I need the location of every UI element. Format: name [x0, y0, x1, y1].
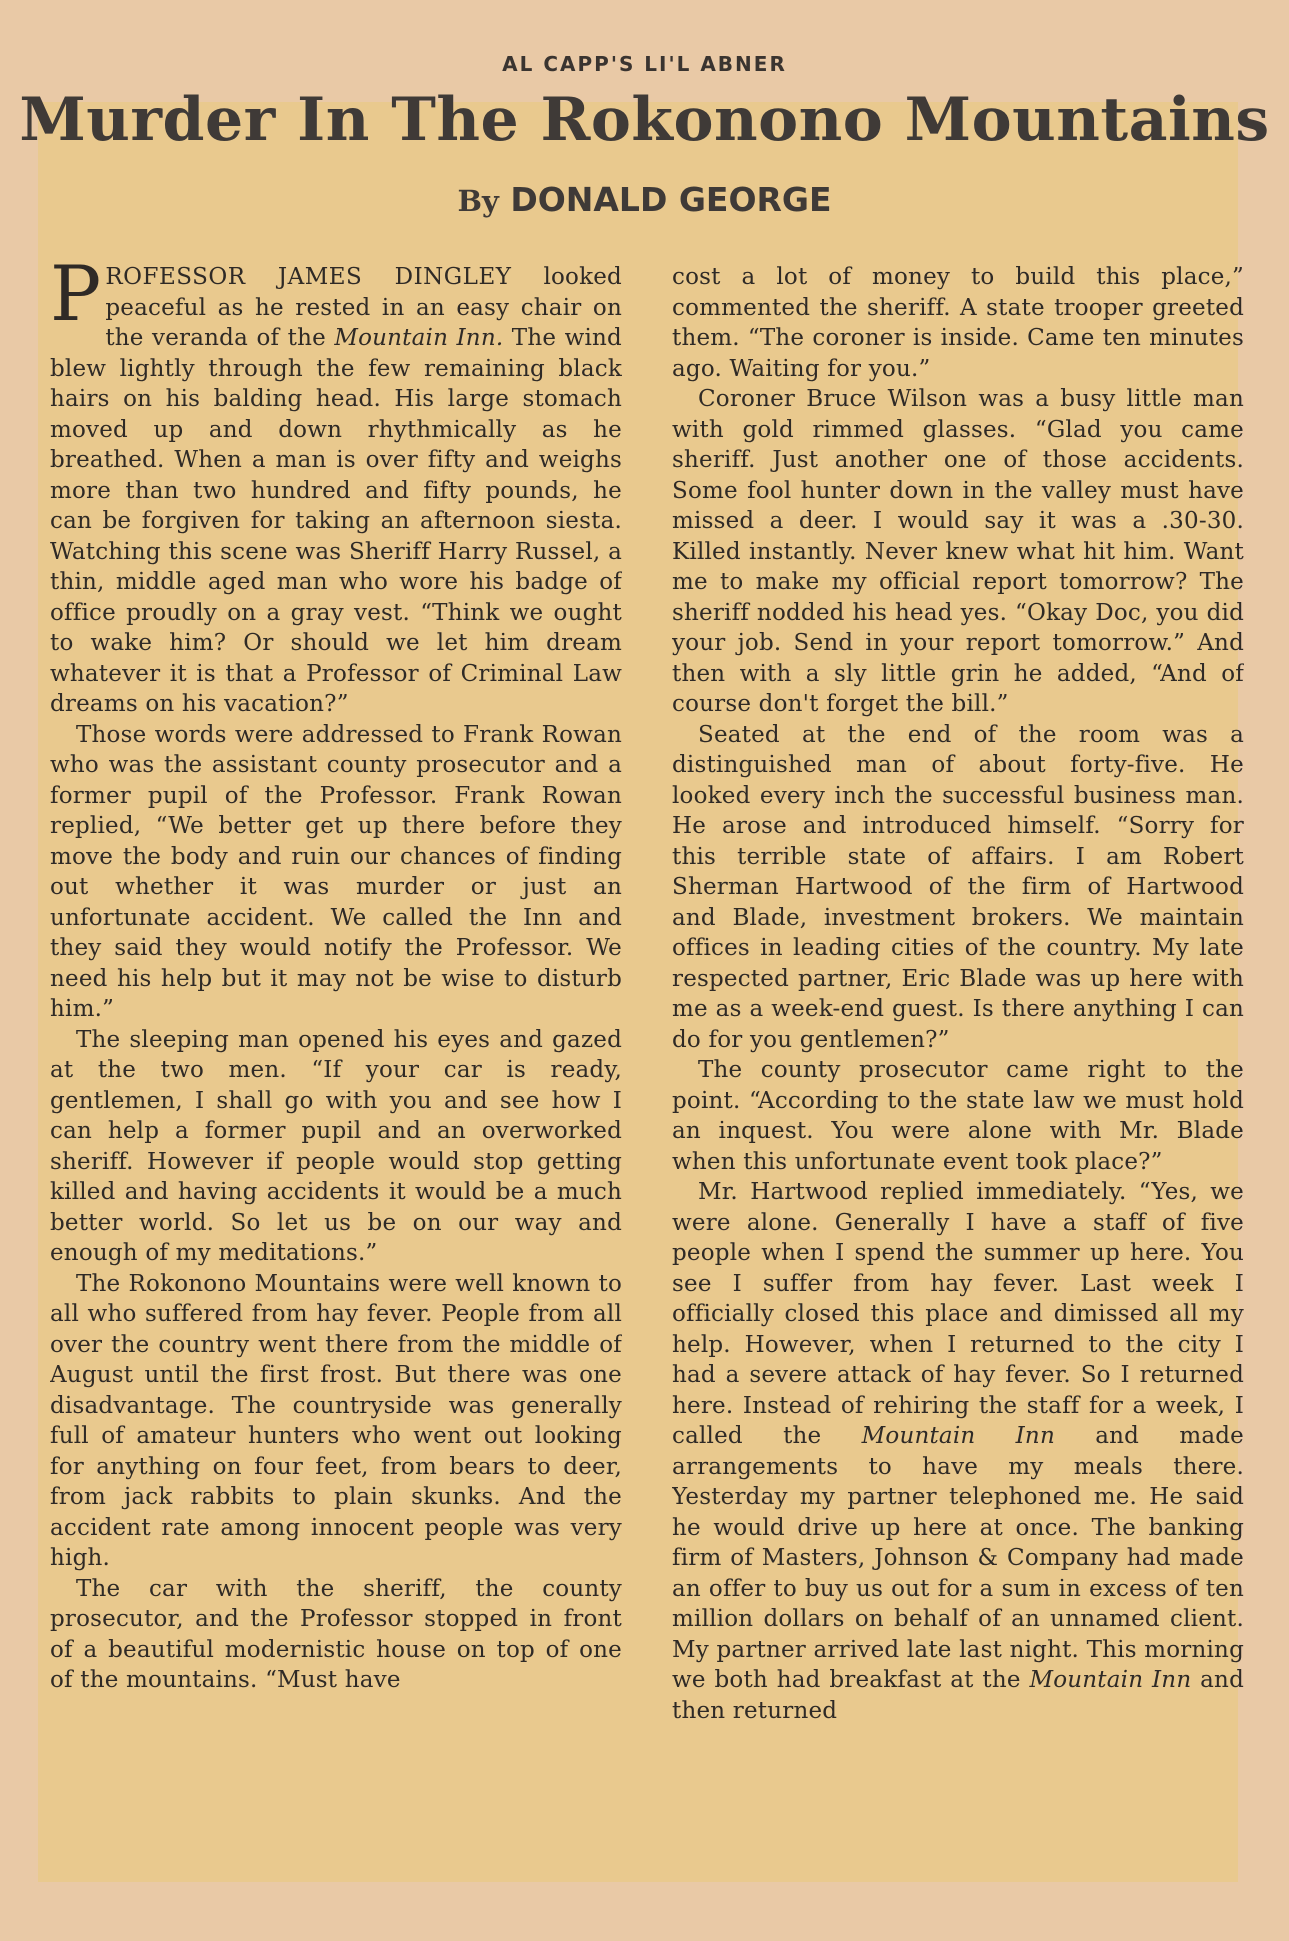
- paragraph: Coroner Bruce Wilson was a busy little man with gold rimmed glasses. “Glad you came sheriff. Just another one of those accidents. Some fool hunter down in the valley must have missed a deer. I would say it was a .30-30. Killed instantly. Never knew what hit him. Want me to make my official report tomorrow? The sheriff nodded his head yes. “Okay Doc, you did your job. Send in your report tomorrow.” And then with a sly little grin he added, “And of course don't forget the bill.”: [672, 386, 1244, 717]
- paragraph: The car with the sheriff, the county prosecutor, and the Professor stopped in front of a beautiful modernistic house on top of one of the mountains. “Must have: [50, 1575, 622, 1693]
- paragraph: [672, 1177, 1244, 1726]
- opening-caps: ROFESSOR JAMES DINGLEY: [105, 264, 512, 290]
- byline-author: DONALD GEORGE: [510, 180, 832, 219]
- paragraph: [50, 262, 622, 720]
- byline-prefix: By: [457, 184, 499, 218]
- right-column: [672, 262, 1244, 1862]
- left-column: [50, 262, 622, 1862]
- article-byline: [0, 172, 1289, 229]
- paragraph: Seated at the end of the room was a distinguished man of about forty-five. He looked every inch the successful business man. He arose and introduced himself. “Sorry for this terrible state of affairs. I am Robert Sherman Hartwood of the firm of Hartwood and Blade, investment brokers. We maintain offices in leading cities of the country. My late respected partner, Eric Blade was up here with me as a week-end guest. Is there anything I can do for you gentlemen?”: [672, 721, 1244, 1053]
- paragraph-text: looked peaceful as he rested in an easy chair on the veranda of the: [105, 264, 622, 351]
- running-head: AL CAPP'S LI'L ABNER: [502, 52, 787, 76]
- drop-cap: P: [50, 262, 102, 338]
- article-title: Murder In The Rokonono Mountains: [19, 85, 1270, 155]
- paragraph: cost a lot of money to build this place,” commented the sheriff. A state trooper greeted them. “The coroner is inside. Came ten minutes ago. Waiting for you.”: [672, 264, 1244, 382]
- paragraph-text: and made arrangements to have my meals there. Yesterday my partner telephoned me. He said he would drive up here at once. The banking firm of Masters, Johnson & Company had made an offer to buy us out for a sum in excess of ten million dollars on behalf of an unnamed client. My partner arrived late last night. This morning we both had breakfast at the: [672, 1423, 1244, 1693]
- inn-name-italic: Mountain Inn.: [334, 325, 504, 351]
- paragraph: The sleeping man opened his eyes and gazed at the two men. “If your car is ready, gentlemen, I shall go with you and see how I can help a former pupil and an overworked sheriff. However if people would stop getting killed and having accidents it would be a much better world. So let us be on our way and enough of my meditations.”: [50, 1026, 622, 1266]
- paragraph: The Rokonono Mountains were well known to all who suffered from hay fever. People from all over the country went there from the middle of August until the first frost. But there was one disadvantage. The countryside was generally full of amateur hunters who went out looking for anything on four feet, from bears to deer, from jack rabbits to plain skunks. And the accident rate among innocent people was very high.: [50, 1270, 622, 1571]
- inn-name-italic: Mountain Inn: [861, 1423, 1055, 1449]
- paragraph-text: The wind blew lightly through the few remaining black hairs on his balding head. His large stomach moved up and down rhythmically as he breathed. When a man is over fifty and weighs more than two hundred and fifty pounds, he can be forgiven for taking an afternoon siesta. Watching this scene was Sheriff Harry Russel, a thin, middle aged man who wore his badge of office proudly on a gray vest. “Think we ought to wake him? Or should we let him dream whatever it is that a Professor of Criminal Law dreams on his vacation?”: [50, 325, 622, 717]
- paragraph-text: Mr. Hartwood replied immediately. “Yes, we were alone. Generally I have a staff of five people when I spend the summer up here. You see I suffer from hay fever. Last week I officially closed this place and dimissed all my help. However, when I returned to the city I had a severe attack of hay fever. So I returned here. Instead of rehiring the staff for a week, I called the: [672, 1179, 1244, 1449]
- inn-name-italic: Mountain Inn: [1029, 1667, 1192, 1693]
- paragraph: Those words were addressed to Frank Rowan who was the assistant county prosecutor and a former pupil of the Professor. Frank Rowan replied, “We better get up there before they move the body and ruin our chances of finding out whether it was murder or just an unfortunate accident. We called the Inn and they said they would notify the Professor. We need his help but it may not be wise to disturb him.”: [50, 721, 622, 1022]
- paragraph: The county prosecutor came right to the point. “According to the state law we must hold an inquest. You were alone with Mr. Blade when this unfortunate event took place?”: [672, 1057, 1244, 1175]
- paragraph-text: and then returned: [672, 1667, 1244, 1724]
